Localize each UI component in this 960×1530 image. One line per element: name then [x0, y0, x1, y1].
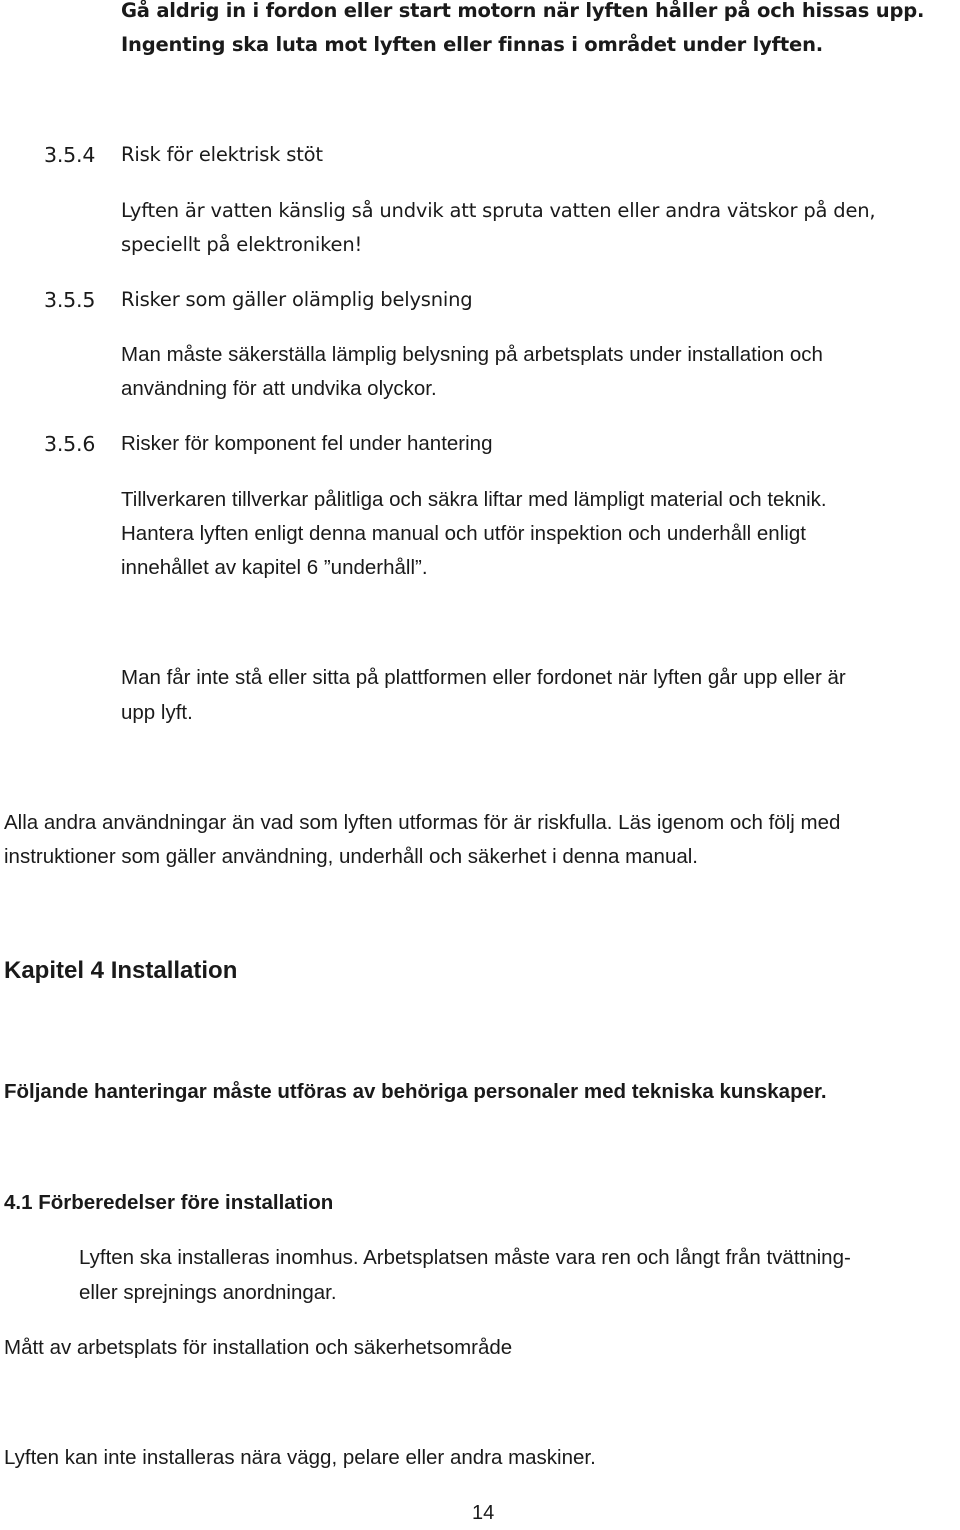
section-text-356-4: Man får inte stå eller sitta på plattformen eller fordonet när lyften går upp eller är	[121, 666, 846, 689]
section-text-354-2: speciellt på elektroniken!	[121, 233, 363, 256]
section-title-354: Risk för elektrisk stöt	[121, 143, 323, 166]
section-text-356-1: Tillverkaren tillverkar pålitliga och säkra liftar med lämpligt material och teknik.	[121, 488, 827, 511]
page-number: 14	[472, 1502, 495, 1524]
section-text-41-2: eller sprejnings anordningar.	[79, 1281, 337, 1304]
chapter-notice: Följande hanteringar måste utföras av behöriga personaler med tekniska kunskaper.	[4, 1080, 827, 1103]
general-line-2: instruktioner som gäller användning, underhåll och säkerhet i denna manual.	[4, 845, 699, 868]
section-text-41-3: Lyften kan inte installeras nära vägg, pelare eller andra maskiner.	[4, 1446, 596, 1469]
section-title-356: Risker för komponent fel under hantering	[121, 432, 493, 455]
section-text-356-2: Hantera lyften enligt denna manual och utför inspektion och underhåll enligt	[121, 522, 806, 545]
section-text-41-1: Lyften ska installeras inomhus. Arbetsplatsen måste vara ren och långt från tvättning-	[79, 1246, 851, 1269]
section-title-355: Risker som gäller olämplig belysning	[121, 288, 473, 311]
section-subheading-41: Mått av arbetsplats för installation och säkerhetsområde	[4, 1336, 513, 1359]
section-text-355-2: användning för att undvika olyckor.	[121, 377, 437, 400]
general-line-1: Alla andra användningar än vad som lyften utformas för är riskfulla. Läs igenom och följ med	[4, 811, 841, 834]
section-number-354: 3.5.4	[44, 143, 96, 167]
section-text-356-3: innehållet av kapitel 6 ”underhåll”.	[121, 556, 428, 579]
section-number-355: 3.5.5	[44, 288, 96, 312]
section-title-41: 4.1 Förberedelser före installation	[4, 1191, 334, 1214]
section-text-355-1: Man måste säkerställa lämplig belysning på arbetsplats under installation och	[121, 343, 823, 366]
section-text-356-5: upp lyft.	[121, 701, 193, 724]
chapter-title: Kapitel 4 Installation	[4, 957, 238, 984]
section-number-356: 3.5.6	[44, 432, 96, 456]
warning-line-1: Gå aldrig in i fordon eller start motorn när lyften håller på och hissas upp.	[121, 0, 925, 22]
section-text-354-1: Lyften är vatten känslig så undvik att spruta vatten eller andra vätskor på den,	[121, 199, 876, 222]
warning-line-2: Ingenting ska luta mot lyften eller finnas i området under lyften.	[121, 33, 823, 56]
